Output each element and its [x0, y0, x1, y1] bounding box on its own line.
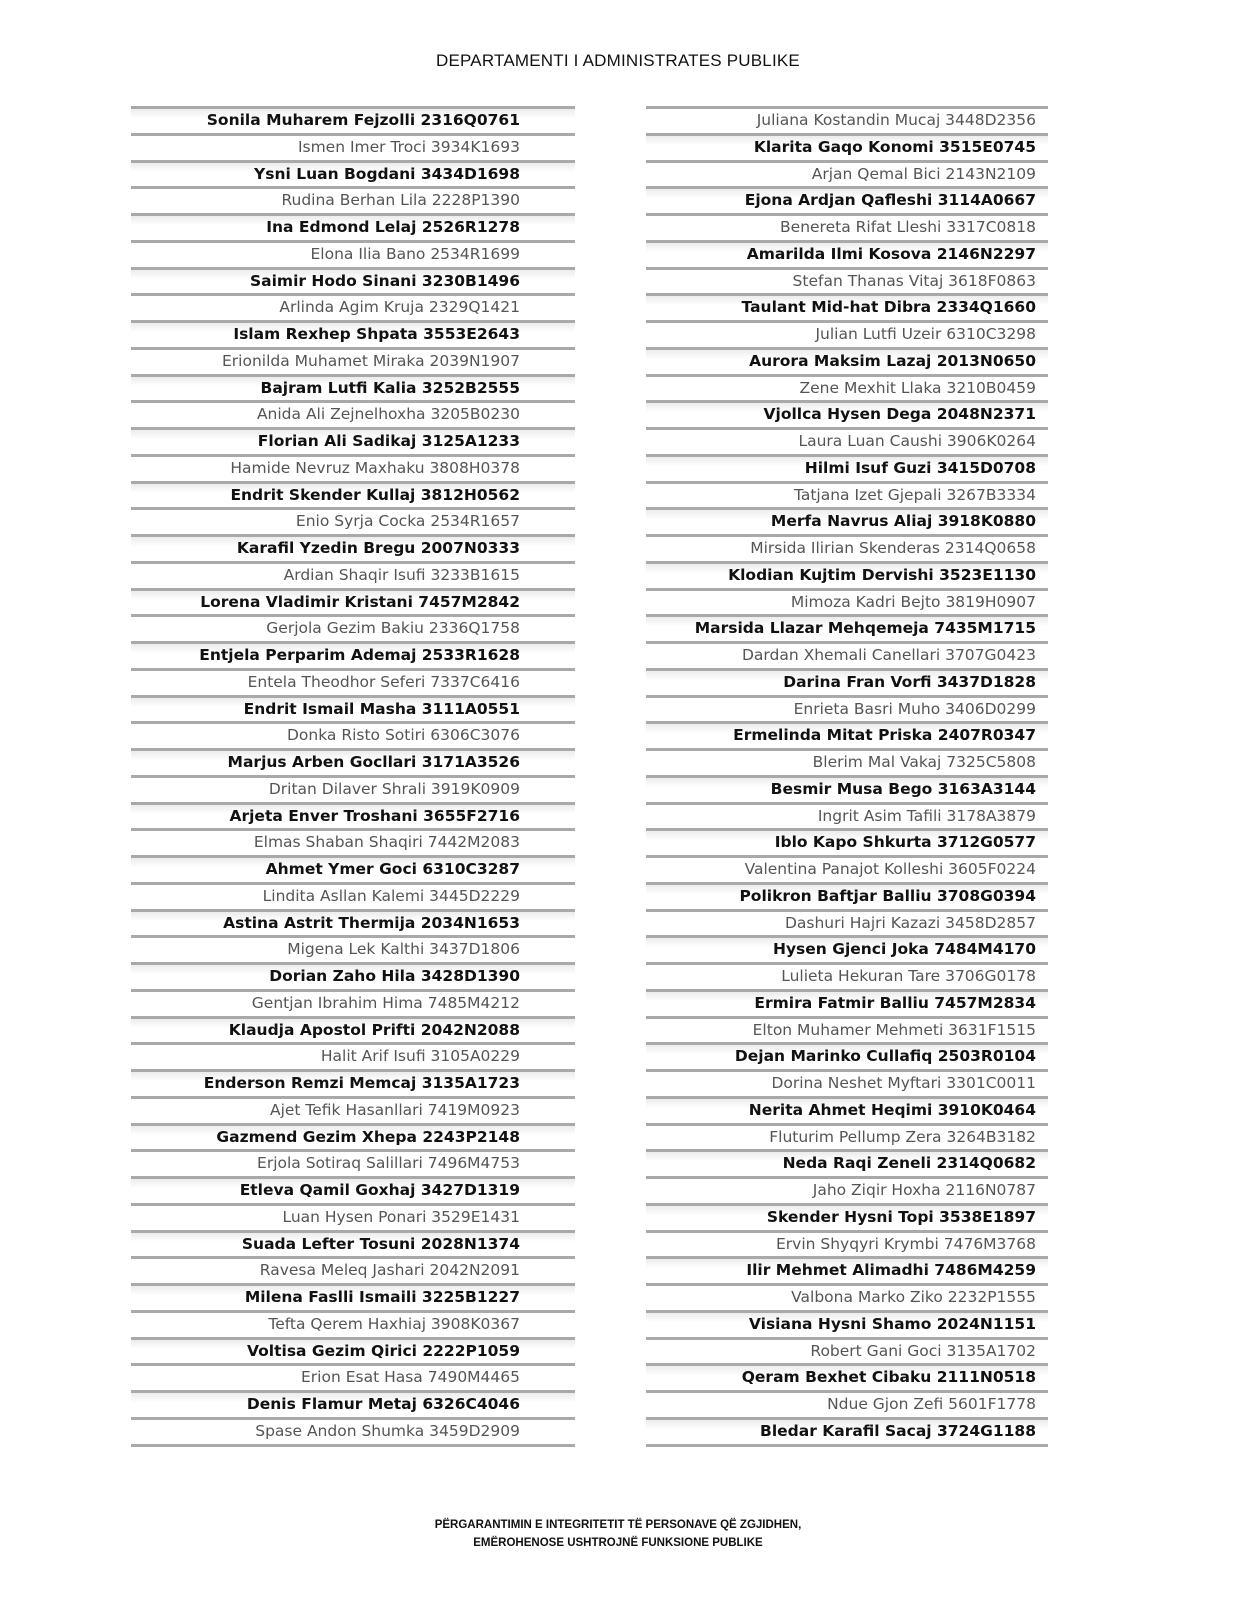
list-item: Migena Lek Kalthi 3437D1806	[131, 935, 575, 962]
list-item: Lorena Vladimir Kristani 7457M2842	[131, 588, 575, 615]
list-item: Voltisa Gezim Qirici 2222P1059	[131, 1337, 575, 1364]
list-item: Spase Andon Shumka 3459D2909	[131, 1417, 575, 1444]
list-item: Darina Fran Vorfi 3437D1828	[646, 668, 1048, 695]
list-item: Luan Hysen Ponari 3529E1431	[131, 1203, 575, 1230]
list-item: Besmir Musa Bego 3163A3144	[646, 775, 1048, 802]
list-item: Hamide Nevruz Maxhaku 3808H0378	[131, 454, 575, 481]
list-item: Dejan Marinko Cullafiq 2503R0104	[646, 1042, 1048, 1069]
list-item: Fluturim Pellump Zera 3264B3182	[646, 1123, 1048, 1150]
list-item: Marsida Llazar Mehqemeja 7435M1715	[646, 614, 1048, 641]
list-item: Iblo Kapo Shkurta 3712G0577	[646, 828, 1048, 855]
list-item: Anida Ali Zejnelhoxha 3205B0230	[131, 400, 575, 427]
list-item: Entela Theodhor Seferi 7337C6416	[131, 668, 575, 695]
list-item: Florian Ali Sadikaj 3125A1233	[131, 427, 575, 454]
list-item: Bajram Lutfi Kalia 3252B2555	[131, 374, 575, 401]
list-item: Tefta Qerem Haxhiaj 3908K0367	[131, 1310, 575, 1337]
list-item: Dorian Zaho Hila 3428D1390	[131, 962, 575, 989]
list-item: Islam Rexhep Shpata 3553E2643	[131, 320, 575, 347]
list-item: Saimir Hodo Sinani 3230B1496	[131, 267, 575, 294]
list-item: Nerita Ahmet Heqimi 3910K0464	[646, 1096, 1048, 1123]
list-item: Gazmend Gezim Xhepa 2243P2148	[131, 1123, 575, 1150]
list-item: Dashuri Hajri Kazazi 3458D2857	[646, 909, 1048, 936]
list-item: Entjela Perparim Ademaj 2533R1628	[131, 641, 575, 668]
list-item: Ermira Fatmir Balliu 7457M2834	[646, 989, 1048, 1016]
list-divider	[131, 1444, 575, 1447]
list-item: Klarita Gaqo Konomi 3515E0745	[646, 133, 1048, 160]
list-item: Julian Lutfi Uzeir 6310C3298	[646, 320, 1048, 347]
list-item: Amarilda Ilmi Kosova 2146N2297	[646, 240, 1048, 267]
list-item: Gerjola Gezim Bakiu 2336Q1758	[131, 614, 575, 641]
list-item: Erionilda Muhamet Miraka 2039N1907	[131, 347, 575, 374]
list-item: Dardan Xhemali Canellari 3707G0423	[646, 641, 1048, 668]
list-item: Enrieta Basri Muho 3406D0299	[646, 695, 1048, 722]
list-item: Denis Flamur Metaj 6326C4046	[131, 1390, 575, 1417]
list-item: Ardian Shaqir Isufi 3233B1615	[131, 561, 575, 588]
left-name-list	[131, 106, 575, 1447]
list-item: Ysni Luan Bogdani 3434D1698	[131, 160, 575, 187]
list-item: Endrit Ismail Masha 3111A0551	[131, 695, 575, 722]
list-item: Arlinda Agim Kruja 2329Q1421	[131, 293, 575, 320]
list-item: Ndue Gjon Zefi 5601F1778	[646, 1390, 1048, 1417]
list-item: Stefan Thanas Vitaj 3618F0863	[646, 267, 1048, 294]
list-item: Klodian Kujtim Dervishi 3523E1130	[646, 561, 1048, 588]
list-divider	[646, 1444, 1048, 1447]
list-item: Arjeta Enver Troshani 3655F2716	[131, 802, 575, 829]
list-item: Suada Lefter Tosuni 2028N1374	[131, 1230, 575, 1257]
list-item: Ilir Mehmet Alimadhi 7486M4259	[646, 1256, 1048, 1283]
list-item: Gentjan Ibrahim Hima 7485M4212	[131, 989, 575, 1016]
right-name-list	[646, 106, 1048, 1447]
list-item: Enio Syrja Cocka 2534R1657	[131, 507, 575, 534]
list-item: Ina Edmond Lelaj 2526R1278	[131, 213, 575, 240]
list-item: Ingrit Asim Tafili 3178A3879	[646, 802, 1048, 829]
list-item: Klaudja Apostol Prifti 2042N2088	[131, 1016, 575, 1043]
list-item: Tatjana Izet Gjepali 3267B3334	[646, 481, 1048, 508]
list-item: Zene Mexhit Llaka 3210B0459	[646, 374, 1048, 401]
list-item: Donka Risto Sotiri 6306C3076	[131, 721, 575, 748]
list-item: Etleva Qamil Goxhaj 3427D1319	[131, 1176, 575, 1203]
list-item: Laura Luan Caushi 3906K0264	[646, 427, 1048, 454]
list-item: Aurora Maksim Lazaj 2013N0650	[646, 347, 1048, 374]
list-item: Karafil Yzedin Bregu 2007N0333	[131, 534, 575, 561]
list-item: Neda Raqi Zeneli 2314Q0682	[646, 1149, 1048, 1176]
list-item: Halit Arif Isufi 3105A0229	[131, 1042, 575, 1069]
footer-line-2: EMËROHENOSE USHTROJNË FUNKSIONE PUBLIKE	[473, 1537, 763, 1549]
list-item: Mimoza Kadri Bejto 3819H0907	[646, 588, 1048, 615]
list-item: Marjus Arben Gocllari 3171A3526	[131, 748, 575, 775]
list-item: Jaho Ziqir Hoxha 2116N0787	[646, 1176, 1048, 1203]
list-item: Milena Faslli Ismaili 3225B1227	[131, 1283, 575, 1310]
list-item: Juliana Kostandin Mucaj 3448D2356	[646, 106, 1048, 133]
list-item: Enderson Remzi Memcaj 3135A1723	[131, 1069, 575, 1096]
list-item: Qeram Bexhet Cibaku 2111N0518	[646, 1363, 1048, 1390]
list-item: Merfa Navrus Aliaj 3918K0880	[646, 507, 1048, 534]
list-item: Erion Esat Hasa 7490M4465	[131, 1363, 575, 1390]
list-item: Dritan Dilaver Shrali 3919K0909	[131, 775, 575, 802]
list-item: Ervin Shyqyri Krymbi 7476M3768	[646, 1230, 1048, 1257]
list-item: Bledar Karafil Sacaj 3724G1188	[646, 1417, 1048, 1444]
list-item: Visiana Hysni Shamo 2024N1151	[646, 1310, 1048, 1337]
list-item: Skender Hysni Topi 3538E1897	[646, 1203, 1048, 1230]
list-item: Ejona Ardjan Qafleshi 3114A0667	[646, 186, 1048, 213]
list-item: Elona Ilia Bano 2534R1699	[131, 240, 575, 267]
list-item: Arjan Qemal Bici 2143N2109	[646, 160, 1048, 187]
list-item: Ravesa Meleq Jashari 2042N2091	[131, 1256, 575, 1283]
list-item: Ajet Tefik Hasanllari 7419M0923	[131, 1096, 575, 1123]
list-item: Sonila Muharem Fejzolli 2316Q0761	[131, 106, 575, 133]
list-item: Polikron Baftjar Balliu 3708G0394	[646, 882, 1048, 909]
list-item: Mirsida Ilirian Skenderas 2314Q0658	[646, 534, 1048, 561]
list-item: Erjola Sotiraq Salillari 7496M4753	[131, 1149, 575, 1176]
list-item: Vjollca Hysen Dega 2048N2371	[646, 400, 1048, 427]
list-item: Benereta Rifat Lleshi 3317C0818	[646, 213, 1048, 240]
list-item: Ismen Imer Troci 3934K1693	[131, 133, 575, 160]
list-item: Elmas Shaban Shaqiri 7442M2083	[131, 828, 575, 855]
list-item: Hysen Gjenci Joka 7484M4170	[646, 935, 1048, 962]
list-item: Taulant Mid-hat Dibra 2334Q1660	[646, 293, 1048, 320]
list-item: Dorina Neshet Myftari 3301C0011	[646, 1069, 1048, 1096]
list-item: Ermelinda Mitat Priska 2407R0347	[646, 721, 1048, 748]
list-item: Astina Astrit Thermija 2034N1653	[131, 909, 575, 936]
list-item: Lindita Asllan Kalemi 3445D2229	[131, 882, 575, 909]
list-item: Blerim Mal Vakaj 7325C5808	[646, 748, 1048, 775]
list-item: Robert Gani Goci 3135A1702	[646, 1337, 1048, 1364]
page-title: DEPARTAMENTI I ADMINISTRATES PUBLIKE	[436, 51, 800, 70]
list-item: Elton Muhamer Mehmeti 3631F1515	[646, 1016, 1048, 1043]
list-item: Ahmet Ymer Goci 6310C3287	[131, 855, 575, 882]
list-item: Lulieta Hekuran Tare 3706G0178	[646, 962, 1048, 989]
list-item: Hilmi Isuf Guzi 3415D0708	[646, 454, 1048, 481]
page-footer	[0, 1516, 1236, 1552]
list-item: Endrit Skender Kullaj 3812H0562	[131, 481, 575, 508]
list-item: Rudina Berhan Lila 2228P1390	[131, 186, 575, 213]
list-item: Valbona Marko Ziko 2232P1555	[646, 1283, 1048, 1310]
list-item: Valentina Panajot Kolleshi 3605F0224	[646, 855, 1048, 882]
footer-line-1: PËRGARANTIMIN E INTEGRITETIT TË PERSONAVE QË ZGJIDHEN,	[434, 1519, 802, 1531]
